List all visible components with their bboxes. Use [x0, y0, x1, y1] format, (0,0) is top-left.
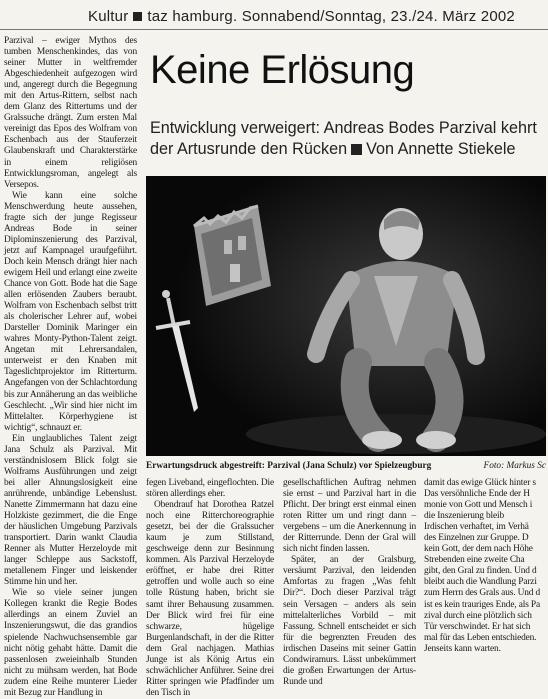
text-line: kein Gott, der dem nach Höhe — [424, 544, 533, 555]
subhead-line-1: Entwicklung verweigert: Andreas Bodes Parzival kehrt — [150, 119, 537, 137]
paragraph: Ein unglaubliches Talent zeigt Jana Schulz als Parzival. Mit verständnislosem Blick folgt sie Wolframs Ausführungen und zeigt bei aller Ahnungslosigkeit eine anrührende, unbändige Lebenslust. Nanette Zimmermann hat dazu eine Holzkiste gezimmert, die die Enge der häuslichen Umgebung Parzivals transportiert. Darin wankt Claudia Renner als Mutter Herzeloyde mit langer Schleppe aus Sackstoff, metallenem Finger und leiskender Stimme hin und her. — [4, 433, 137, 588]
text-line: Strebenden eine zweite Cha — [424, 555, 525, 566]
text-line: damit das ewige Glück hinter s — [424, 478, 536, 488]
paragraph: fegen Liveband, eingeflochten. Die stören allerdings eher. — [146, 478, 274, 500]
left-column — [4, 36, 137, 699]
text-line: die Inszenierung bleib — [424, 511, 505, 522]
text-line: Tür verschwindet. Er hat sich — [424, 621, 531, 632]
section-label: Kultur — [88, 8, 129, 25]
square-bullet-icon — [351, 144, 362, 155]
photo-illustration — [146, 176, 546, 456]
paragraph: Wie so viele seiner jungen Kollegen krankt die Regie Bodes allerdings an einem Zuviel an Inszenierungswut, die das grandios spielende Nachwuchsensemble gar nicht nötig gehabt hätte. Damit die passenlosen zweieinhalb Stunden nicht zu mühsam werden, hat Bode zudem eine Reihe munterer Lieder mit Bezug zur Handlung in — [4, 588, 137, 698]
article-column-3 — [424, 478, 548, 655]
text-line: bleibt auch die Wandlung Parzi — [424, 577, 537, 588]
paragraph: Obendrauf hat Dorothea Ratzel noch eine Ritterchoreographie gesetzt, bei der die Gralssucher kaum je zum Stillstand, geschweige denn zur Besinnung kommen. Als Parzival Herzeloyde eröffnet, er habe drei Ritter getroffen und wolle auch so eine tolle Rüstung haben, bricht sie samt ihrer Behausung zusammen. Der Blick wird frei für eine schwarze, hügelige Burgenlandschaft, in der die Ritter dem Gral nachjagen. Mathias Junge ist als König Artus ein schwächlicher Anführer. Seine drei Ritter springen wie Pfadfinder um den Tisch in — [146, 500, 274, 698]
text-line: mal für das Leben entschieden. — [424, 632, 537, 643]
header-date: taz hamburg. Sonnabend/Sonntag, 23./24. März 2002 — [147, 8, 515, 25]
paragraph: Später, an der Gralsburg, versäumt Parzival, den leidenden Amfortas zu fragen „Was fehlt Dir?“. Doch dieser Parzival trägt sein Versagen – anders als sein mittelalterliches Vorbild – mit Fassung. Schnell entscheidet er sich für die begrenzten Freuden des irdischen Daseins mit seiner Gattin Condwiramurs. Lässt unbekümmert die großen Erwartungen der Artus-Runde und — [283, 555, 416, 687]
photo-credit: Foto: Markus Sc — [483, 461, 546, 471]
text-line: monie von Gott und Mensch i — [424, 500, 533, 511]
subheadline — [150, 118, 546, 160]
photo-caption — [146, 461, 546, 471]
paragraph: Wie kann eine solche Menschwerdung heute aussehen, fragte sich der junge Regisseur Andreas Bode in seiner Diplominszenierung des Parzival, jetzt auf Kampnagel uraufgeführt. Doch kein Mensch drängt hier nach ewigem Heil und erlangt eine zweite Chance von Gott. Bode hat die Sage allen erlösenden Zaubers beraubt. Wolfram von Eschenbach selbst tritt als cholerischer Lehrer auf, wobei Darsteller Dominik Maringer ein wahres Monty-Python-Talent zeigt. Angetan mit Lehrersandalen, unterweist er den Knaben mit Tageslichtprojektor im Ritterturm. Angefangen von der Schlachtordung bis zur Annäherung an das weibliche Geschlecht. „Wir sind hier nicht im Mittelalter. Körperhygiene ist wichtig“, schnauzt er. — [4, 190, 137, 433]
article-photo — [146, 176, 546, 456]
text-line: Irdischen verhaftet, im Verhä — [424, 522, 529, 533]
paragraph: Parzival – ewiger Mythos des tumben Menschenkindes, das von seiner Mutter in weltfremder Abgeschiedenheit aufgezogen wird und, angeregt durch die Begegnung mit den Artus-Rittern, selbst nach dem Glanz des Rittertums und der Gralssuche drängt. Zum ersten Mal vereinigt das Epos des Wolfram von Eschenbach aus der Stauferzeit Glaubenskraft und Charakterstärke in einem religiösen Entwicklungsroman, angelegt als Versepos. — [4, 36, 137, 190]
byline: Von Annette Stiekele — [366, 140, 516, 158]
square-bullet-icon — [133, 12, 142, 21]
header-rule — [0, 29, 548, 30]
headline: Keine Erlösung — [150, 48, 415, 92]
text-line: zum Herrn des Grals aus. Und d — [424, 588, 541, 599]
page-header — [88, 8, 515, 25]
article-column-2 — [283, 478, 416, 688]
text-line: des Einzelnen zur Gruppe. D — [424, 533, 529, 544]
caption-text: Erwartungsdruck abgestreift: Parzival (Jana Schulz) vor Spielzeugburg — [146, 461, 432, 471]
text-line: Das versöhnliche Ende der H — [424, 489, 530, 500]
text-line: Jenseits kann warten. — [424, 643, 501, 654]
paragraph: gesellschaftlichen Auftrag nehmen sie ernst – und Parzival hart in die Pflicht. Der bringt erst einmal einen roten Ritter um und ringt dann – vergebens – um die Anerkennung in der Ritterrunde. Denn der Gral will sich nicht finden lassen. — [283, 478, 416, 555]
article-column-1 — [146, 478, 274, 699]
text-line: ist es kein trauriges Ende, als Pa — [424, 599, 540, 610]
subhead-line-2: der Artusrunde den Rücken — [150, 140, 348, 158]
text-line: zival durch eine plötzlich sich — [424, 610, 532, 621]
text-line: gibt, den Gral zu finden. Und d — [424, 566, 537, 577]
